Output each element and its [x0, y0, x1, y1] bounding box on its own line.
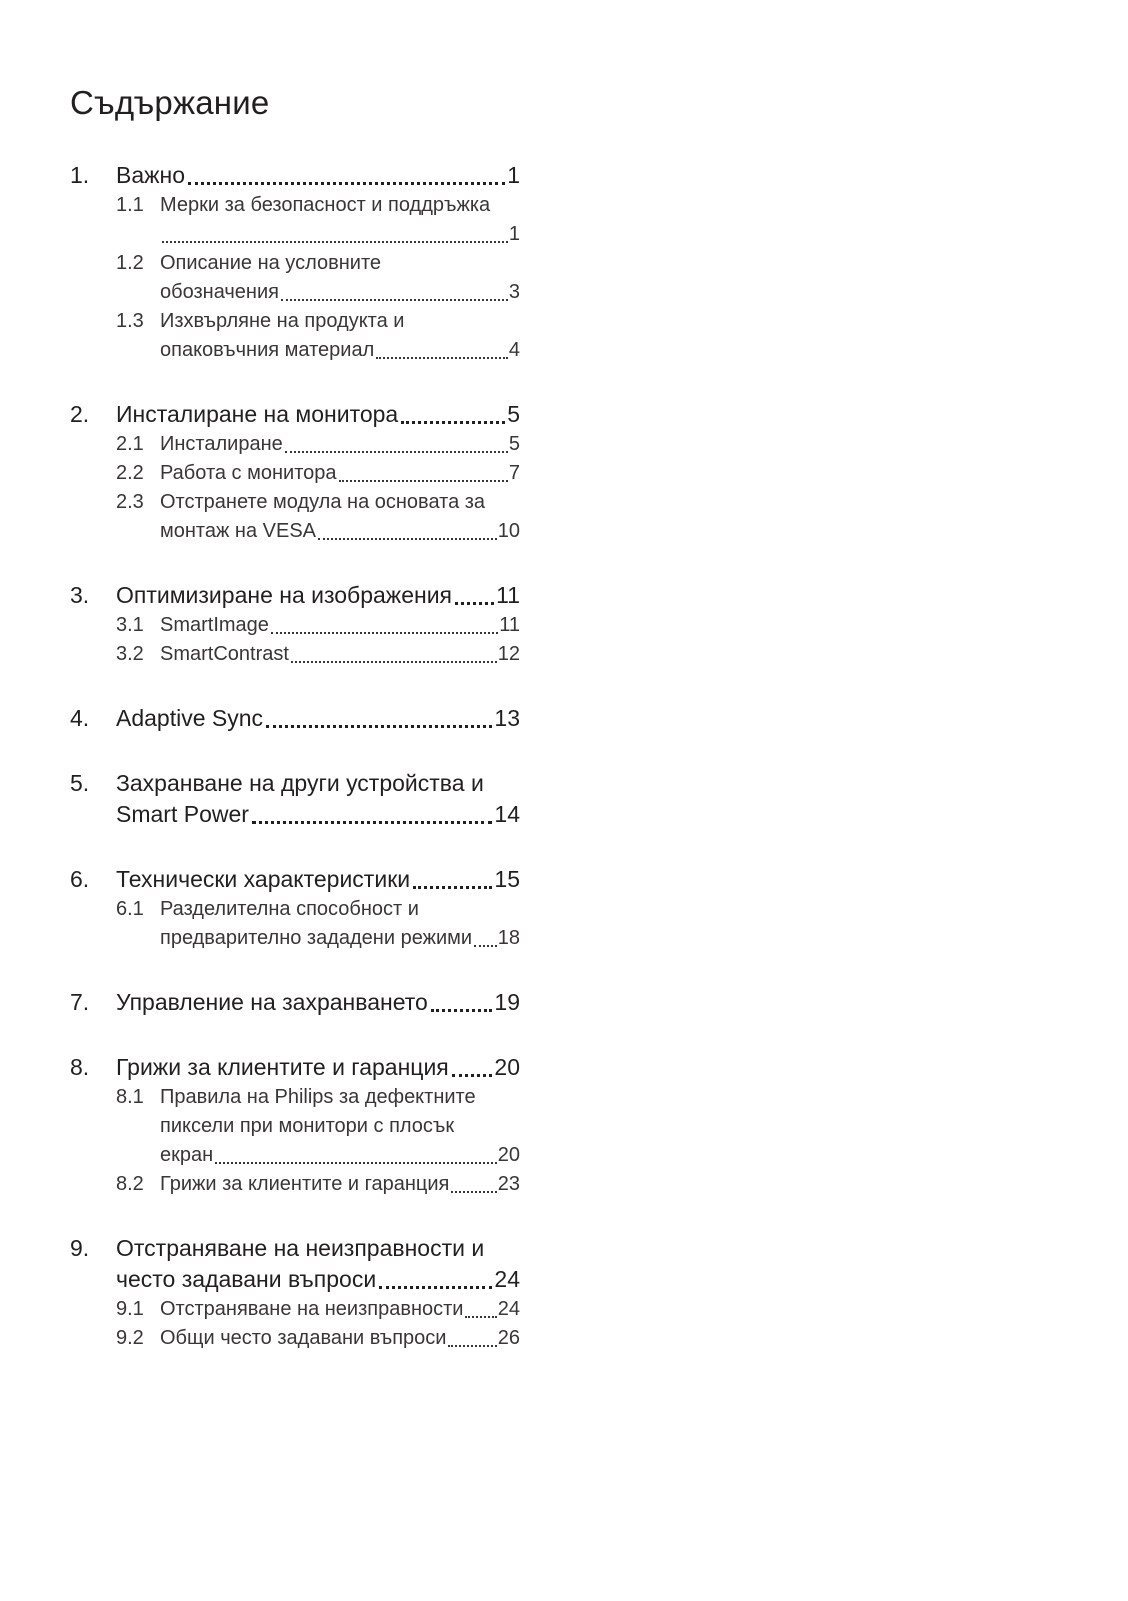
toc-subentry-link[interactable] — [70, 336, 520, 365]
toc-subentry-title: Работа с монитора — [160, 462, 337, 484]
dot-leader — [285, 451, 508, 453]
toc-section — [70, 1233, 520, 1353]
toc-subentry-link[interactable] — [70, 459, 520, 488]
toc-page-number: 10 — [497, 520, 520, 542]
toc-page-number: 24 — [494, 1266, 520, 1292]
toc-entry-title: Технически характеристики — [116, 866, 411, 892]
page-title: Съдържание — [70, 84, 270, 121]
toc-page-number: 20 — [494, 1054, 520, 1080]
toc-subentry-line — [70, 1083, 520, 1112]
toc-subentry-title: SmartImage — [160, 614, 269, 636]
toc-subentry-number: 9.2 — [116, 1327, 144, 1349]
toc-subentry-title: Мерки за безопасност и поддръжка — [160, 194, 491, 216]
toc-entry-title: Захранване на други устройства и — [116, 770, 484, 796]
toc-subentry-title: Отстраняване на неизправности — [160, 1298, 464, 1320]
toc-subentry-line — [70, 307, 520, 336]
toc-subentry-number: 3.1 — [116, 614, 144, 636]
toc-entry-number: 8. — [70, 1054, 90, 1080]
toc-subentry-link[interactable] — [70, 924, 520, 953]
toc-page-number: 20 — [497, 1144, 520, 1166]
toc-entry-number: 5. — [70, 770, 90, 796]
toc-subentry-number: 2.1 — [116, 433, 144, 455]
toc-entry-link[interactable] — [70, 864, 520, 895]
toc-subentry-link[interactable] — [70, 611, 520, 640]
dot-leader — [379, 1286, 492, 1289]
toc-subentry-title-cont: опаковъчния материал — [160, 339, 375, 361]
toc-page-number: 5 — [508, 433, 520, 455]
table-of-contents — [70, 160, 520, 1387]
toc-entry-number: 9. — [70, 1235, 90, 1261]
toc-page-number: 1 — [508, 223, 520, 245]
dot-leader — [474, 945, 497, 947]
toc-subentry-line — [70, 1112, 520, 1141]
toc-entry-title: Adaptive Sync — [116, 705, 264, 731]
dot-leader — [376, 357, 508, 359]
toc-subentry-title-cont: екран — [160, 1144, 214, 1166]
toc-subentry-title: Разделителна способност и — [160, 898, 419, 920]
toc-entry-title-cont: често задавани въпроси — [116, 1266, 377, 1292]
dot-leader — [291, 661, 497, 663]
toc-subentry-number: 2.2 — [116, 462, 144, 484]
toc-subentry-number: 8.2 — [116, 1173, 144, 1195]
toc-subentry-title: Общи често задавани въпроси — [160, 1327, 447, 1349]
toc-subentry-number: 8.1 — [116, 1086, 144, 1108]
toc-subentry-line — [70, 191, 520, 220]
toc-subentry-link[interactable] — [70, 430, 520, 459]
toc-subentry-link[interactable] — [70, 640, 520, 669]
toc-entry-title: Управление на захранването — [116, 989, 428, 1015]
dot-leader — [465, 1316, 496, 1318]
toc-entry-title: Отстраняване на неизправности и — [116, 1235, 485, 1261]
toc-section — [70, 580, 520, 669]
toc-entry-number: 6. — [70, 866, 90, 892]
dot-leader — [271, 632, 498, 634]
toc-entry-link[interactable] — [70, 703, 520, 734]
dot-leader — [339, 480, 508, 482]
dot-leader — [452, 1074, 493, 1077]
toc-subentry-link[interactable] — [70, 517, 520, 546]
toc-subentry-link[interactable] — [70, 278, 520, 307]
toc-page-number: 14 — [494, 801, 520, 827]
toc-subentry-line — [70, 895, 520, 924]
dot-leader — [162, 241, 508, 243]
dot-leader — [455, 602, 494, 605]
toc-section — [70, 399, 520, 546]
toc-entry-link[interactable] — [70, 987, 520, 1018]
toc-entry-number: 4. — [70, 705, 90, 731]
dot-leader — [252, 821, 492, 824]
toc-subentry-title: Изхвърляне на продукта и — [160, 310, 405, 332]
toc-subentry-number: 9.1 — [116, 1298, 144, 1320]
toc-subentry-number: 2.3 — [116, 491, 144, 513]
toc-subentry-line — [70, 488, 520, 517]
toc-entry-link[interactable] — [70, 1052, 520, 1083]
toc-subentry-link[interactable] — [70, 1170, 520, 1199]
dot-leader — [448, 1345, 496, 1347]
toc-page-number: 3 — [508, 281, 520, 303]
toc-section — [70, 768, 520, 830]
toc-subentry-number: 3.2 — [116, 643, 144, 665]
toc-section — [70, 703, 520, 734]
toc-page-number: 15 — [494, 866, 520, 892]
toc-section — [70, 987, 520, 1018]
toc-entry-link[interactable] — [70, 580, 520, 611]
toc-entry-line — [70, 1233, 520, 1264]
toc-subentry-title: Описание на условните — [160, 252, 381, 274]
toc-page-number: 13 — [494, 705, 520, 731]
toc-subentry-title: Правила на Philips за дефектните — [160, 1086, 476, 1108]
toc-page-number: 12 — [497, 643, 520, 665]
toc-subentry-link[interactable] — [70, 1295, 520, 1324]
toc-page-number: 23 — [497, 1173, 520, 1195]
dot-leader — [413, 886, 492, 889]
toc-entry-line — [70, 768, 520, 799]
dot-leader — [188, 182, 505, 185]
toc-entry-link[interactable] — [70, 1264, 520, 1295]
toc-subentry-link[interactable] — [70, 220, 520, 249]
dot-leader — [215, 1162, 497, 1164]
toc-entry-link[interactable] — [70, 160, 520, 191]
dot-leader — [281, 299, 508, 301]
toc-subentry-title: Отстранете модула на основата за — [160, 491, 486, 513]
toc-page-number: 4 — [508, 339, 520, 361]
toc-subentry-title-cont: обозначения — [160, 281, 279, 303]
toc-subentry-number: 1.2 — [116, 252, 144, 274]
toc-subentry-title: SmartContrast — [160, 643, 289, 665]
toc-entry-title: Важно — [116, 162, 186, 188]
toc-subentry-title: Грижи за клиентите и гаранция — [160, 1173, 450, 1195]
toc-entry-title: Оптимизиране на изображения — [116, 582, 452, 608]
toc-entry-title-cont: Smart Power — [116, 801, 249, 827]
toc-page-number: 11 — [499, 614, 520, 636]
toc-section — [70, 160, 520, 365]
toc-subentry-title: Инсталиране — [160, 433, 283, 455]
toc-subentry-link[interactable] — [70, 1141, 520, 1170]
dot-leader — [431, 1009, 493, 1012]
toc-subentry-link[interactable] — [70, 1324, 520, 1353]
toc-entry-number: 2. — [70, 401, 90, 427]
toc-page-number: 1 — [507, 162, 520, 188]
toc-page-number: 7 — [508, 462, 520, 484]
toc-page-number: 24 — [497, 1298, 520, 1320]
toc-section — [70, 1052, 520, 1199]
toc-subentry-title-cont: предварително зададени режими — [160, 927, 473, 949]
toc-entry-number: 3. — [70, 582, 90, 608]
toc-subentry-title-cont: монтаж на VESA — [160, 520, 316, 542]
dot-leader — [266, 725, 492, 728]
toc-entry-number: 1. — [70, 162, 90, 188]
toc-subentry-number: 6.1 — [116, 898, 144, 920]
toc-page-number: 26 — [497, 1327, 520, 1349]
toc-page-number: 19 — [494, 989, 520, 1015]
toc-entry-link[interactable] — [70, 399, 520, 430]
toc-entry-number: 7. — [70, 989, 90, 1015]
toc-subentry-title-cont: пиксели при монитори с плосък — [160, 1115, 455, 1137]
toc-entry-title: Грижи за клиентите и гаранция — [116, 1054, 449, 1080]
toc-entry-title: Инсталиране на монитора — [116, 401, 399, 427]
toc-subentry-number: 1.3 — [116, 310, 144, 332]
dot-leader — [451, 1191, 496, 1193]
toc-subentry-number: 1.1 — [116, 194, 144, 216]
toc-page-number: 11 — [496, 582, 520, 608]
toc-section — [70, 864, 520, 953]
toc-page-number: 5 — [507, 401, 520, 427]
toc-page-number: 18 — [497, 927, 520, 949]
dot-leader — [401, 421, 505, 424]
toc-subentry-line — [70, 249, 520, 278]
toc-entry-link[interactable] — [70, 799, 520, 830]
dot-leader — [318, 538, 497, 540]
